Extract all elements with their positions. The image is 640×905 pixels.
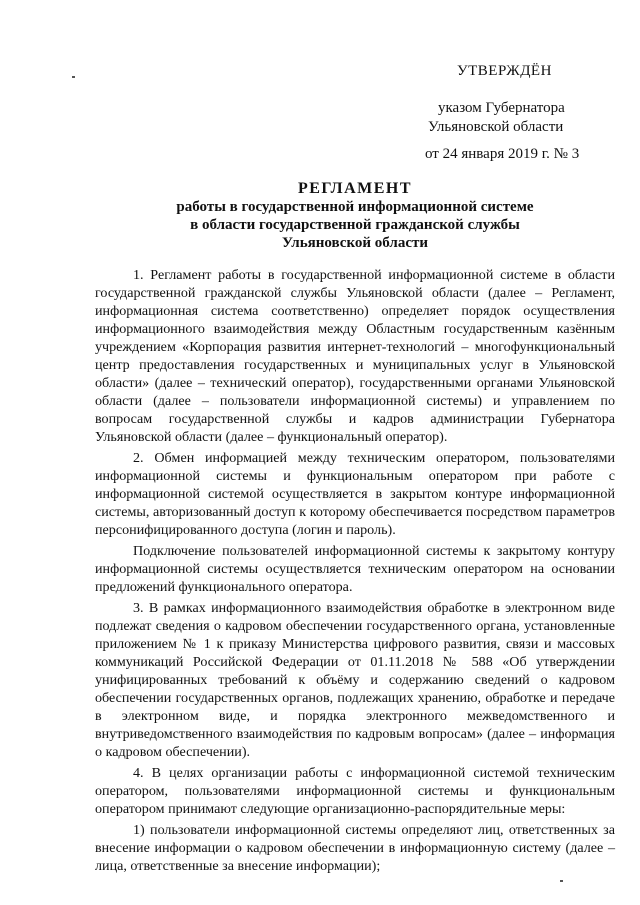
title-line-3: Ульяновской области bbox=[281, 235, 429, 251]
title-line-1: работы в государственной информационной системе bbox=[176, 199, 534, 215]
paragraph-2: 2. Обмен информацией между техническим оператором, пользователями информационной системы и функциональным оператором при работе с информационной системой осуществляется в закрытом контуре информационной системы, авторизованный доступ к которому обеспечивается посредством параметров персонифицированного доступа (логин и пароль). bbox=[95, 450, 615, 538]
paragraph-6: 1) пользователи информационной системы определяют лиц, ответственных за внесение информации о кадровом обеспечении в информационную систему (далее – лица, ответственные за внесение информации); bbox=[95, 822, 615, 874]
approval-title: УТВЕРЖДЁН bbox=[457, 63, 552, 79]
title-main: РЕГЛАМЕНТ bbox=[297, 180, 413, 197]
paragraph-4: 3. В рамках информационного взаимодействия обработке в электронном виде подлежат сведения о кадровом обеспечении государственного органа, установленные приложением № 1 к приказу Министерства цифрового развития, связи и массовых коммуникаций Российской Федерации от 01.11.2018 № 588 «Об утверждении унифицированных требований к объёму и содержанию сведений о кадровом обеспечении государственных органов, подлежащих хранению, обработке и передаче в электронном виде, и порядка электронного межведомственного и внутриведомственного взаимодействия по кадровым вопросам» (далее – информация о кадровом обеспечении). bbox=[95, 600, 615, 760]
approval-line-2: Ульяновской области bbox=[428, 119, 564, 135]
scan-speck bbox=[72, 76, 75, 78]
document-title bbox=[95, 180, 615, 252]
paragraph-3: Подключение пользователей информационной системы к закрытому контуру информационной системы осуществляется техническим оператором на основании предложений функционального оператора. bbox=[95, 543, 615, 595]
scan-speck bbox=[560, 880, 563, 882]
approval-line-1: указом Губернатора bbox=[438, 100, 565, 116]
title-line-2: в области государственной гражданской службы bbox=[190, 217, 520, 233]
approval-line-3: от 24 января 2019 г. № 3 bbox=[425, 146, 580, 162]
paragraph-1: 1. Регламент работы в государственной информационной системе в области государственной гражданской службы Ульяновской области (далее – Регламент, информационная система соответственно) определяет порядок осуществления информационного взаимодействия между Областным государственным казённым учреждением «Корпорация развития интернет-технологий – многофункциональный центр предоставления государственных и муниципальных услуг в Ульяновской области» (далее – технический оператор), государственными органами Ульяновской области (далее – пользователи информационной системы) и управлением по вопросам государственной службы и кадров администрации Губернатора Ульяновской области (далее – функциональный оператор). bbox=[95, 267, 615, 445]
document-body bbox=[95, 266, 615, 875]
paragraph-5: 4. В целях организации работы с информационной системой техническим оператором, пользователями информационной системы и функциональным оператором принимают следующие организационно-распорядительные меры: bbox=[95, 765, 615, 817]
